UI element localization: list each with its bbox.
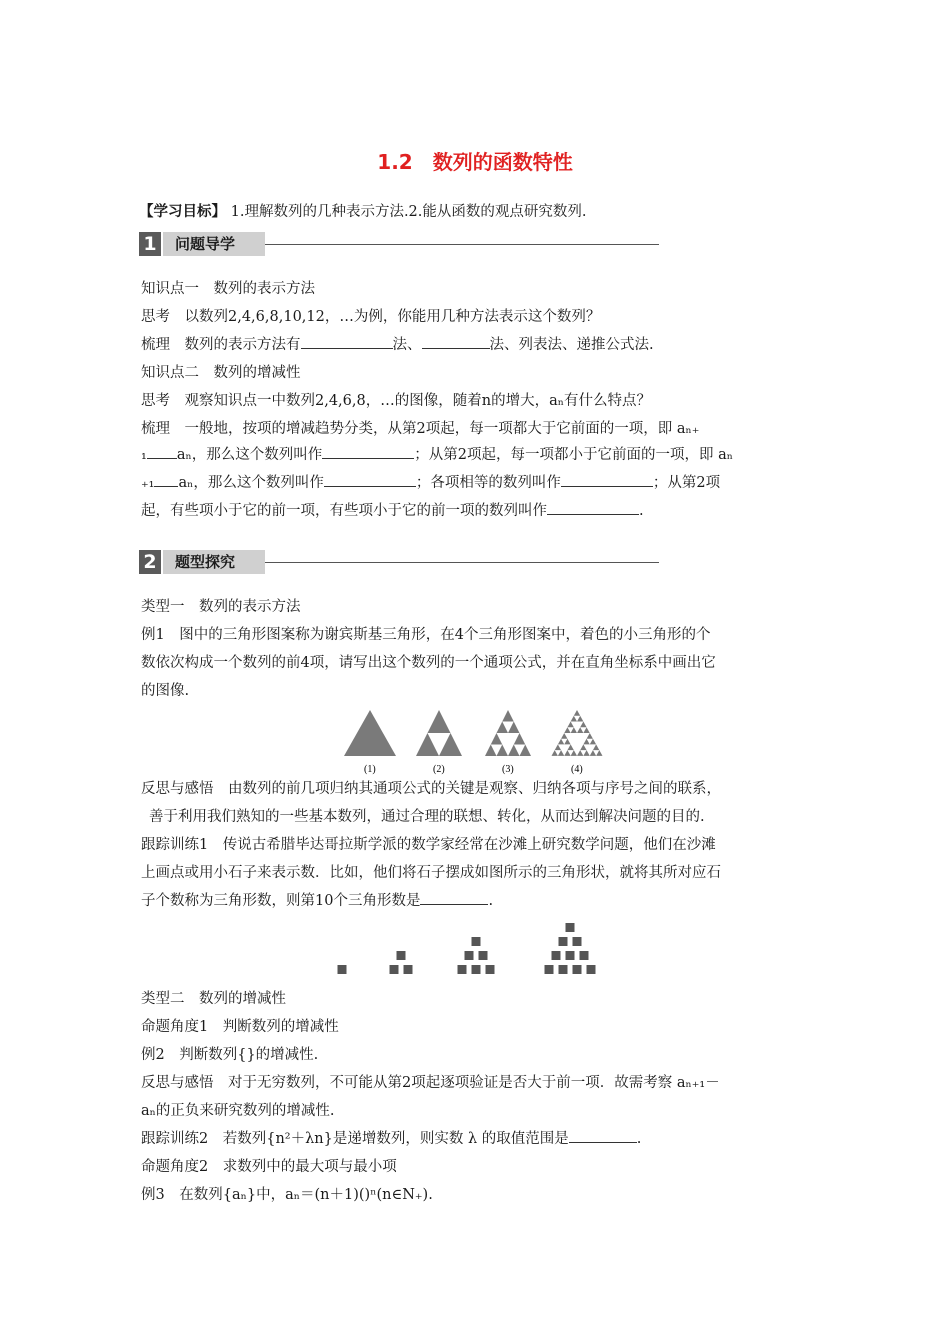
small-triangle <box>583 739 589 745</box>
small-triangle <box>555 744 561 750</box>
sort-2-line-2 <box>141 446 733 464</box>
small-triangle <box>564 727 570 733</box>
objective-text: 1.理解数列的几种表示方法.2.能从函数的观点研究数列. <box>230 204 587 220</box>
type-2-heading: 类型二 数列的增减性 <box>141 991 286 1007</box>
small-triangle <box>580 744 586 750</box>
small-triangle <box>564 739 570 745</box>
sort-1-text-c: 法、列表法、递推公式法. <box>489 337 654 353</box>
figure-caption-2: (2) <box>433 764 445 775</box>
stone <box>545 965 554 974</box>
small-triangle <box>571 716 577 722</box>
example-2: 例2 判断数列{}的增减性. <box>141 1047 319 1063</box>
sierpinski-4 <box>552 710 603 756</box>
small-triangle <box>558 739 564 745</box>
small-triangle <box>564 750 570 756</box>
stone <box>566 951 575 960</box>
fill-blank[interactable] <box>420 892 488 905</box>
figure-caption-3: (3) <box>502 764 514 775</box>
reflection-1-line-2: 善于利用我们熟知的一些基本数列，通过合理的联想、转化，从而达到解决问题的目的. <box>149 809 705 825</box>
small-triangle <box>590 750 596 756</box>
small-triangle <box>587 733 593 739</box>
small-triangle <box>571 727 577 733</box>
sort-2-text: ；各项相等的数列叫作 <box>415 475 561 491</box>
stone <box>479 951 488 960</box>
sort-2-line-1: 梳理 一般地，按项的增减趋势分类，从第2项起，每一项都大于它前面的一项，即 aₙ₊ <box>141 421 700 437</box>
training-1-text: . <box>488 893 494 909</box>
stone <box>587 965 596 974</box>
reflection-2-line-2: aₙ的正负来研究数列的增减性. <box>141 1103 335 1119</box>
stone <box>559 937 568 946</box>
stone <box>465 951 474 960</box>
stone <box>552 951 561 960</box>
sort-2-text: ；从第2项起，每一项都小于它前面的一项，即 aₙ <box>414 447 734 463</box>
training-1-text: 子个数称为三角形数，则第10个三角形数是 <box>141 893 421 909</box>
angle-1-heading: 命题角度1 判断数列的增减性 <box>141 1019 339 1035</box>
small-triangle <box>571 750 577 756</box>
sierpinski-1 <box>344 710 396 756</box>
example-1-line-3: 的图像. <box>141 683 190 699</box>
fill-blank[interactable] <box>154 474 178 487</box>
stone <box>573 937 582 946</box>
fill-blank[interactable] <box>324 474 416 487</box>
think-1: 思考 以数列2,4,6,8,10,12，…为例，你能用几种方法表示这个数列？ <box>141 309 601 325</box>
sort-1-text-b: 法、 <box>392 337 422 353</box>
sort-2-line-3 <box>141 474 720 492</box>
section-label: 问题导学 <box>163 232 265 256</box>
small-triangle <box>561 733 567 739</box>
example-1-line-2: 数依次构成一个数列的前4项，请写出这个数列的一个通项公式，并在直角坐标系中画出它 <box>141 655 716 671</box>
small-triangle <box>580 721 586 727</box>
sierpinski-2 <box>416 710 462 756</box>
stone <box>458 965 467 974</box>
small-triangle <box>577 750 583 756</box>
sort-2-text: ；从第2项 <box>652 475 721 491</box>
figure-caption-1: (1) <box>364 764 376 775</box>
section-label: 题型探究 <box>163 550 265 574</box>
fill-blank[interactable] <box>561 474 653 487</box>
fill-blank[interactable] <box>301 336 393 349</box>
small-triangle <box>593 744 599 750</box>
stone <box>404 965 413 974</box>
training-1-line-1: 跟踪训练1 传说古希腊毕达哥拉斯学派的数学家经常在沙滩上研究数学问题，他们在沙滩 <box>141 837 716 853</box>
sort-1-text-a: 梳理 数列的表示方法有 <box>141 337 301 353</box>
stone <box>573 965 582 974</box>
stone <box>338 965 347 974</box>
small-triangle <box>596 750 602 756</box>
training-1-line-2: 上画点或用小石子来表示数．比如，他们将石子摆成如图所示的三角形状，就将其所对应石 <box>141 865 721 881</box>
sort-2-sub: ₁ <box>141 447 147 463</box>
sort-2-sub: ₊₁ <box>141 475 155 491</box>
fill-blank[interactable] <box>569 1130 637 1143</box>
stone <box>486 965 495 974</box>
think-2: 思考 观察知识点一中数列2,4,6,8，…的图像，随着n的增大，aₙ有什么特点？ <box>141 393 651 409</box>
stone <box>397 951 406 960</box>
small-triangle <box>590 739 596 745</box>
sort-2-text: aₙ，那么这个数列叫作 <box>178 475 324 491</box>
small-triangle <box>567 721 573 727</box>
small-triangle <box>577 716 583 722</box>
example-1-line-1: 例1 图中的三角形图案称为谢宾斯基三角形，在4个三角形图案中，着色的小三角形的个 <box>141 627 711 643</box>
page-title: 1.2 数列的函数特性 <box>377 150 573 174</box>
small-triangle <box>583 727 589 733</box>
section-divider <box>265 244 659 245</box>
sort-2-text: aₙ，那么这个数列叫作 <box>176 447 323 463</box>
stone <box>580 951 589 960</box>
stone <box>566 923 575 932</box>
fill-blank[interactable] <box>547 502 639 515</box>
section-number: 1 <box>139 232 161 256</box>
example-3: 例3 在数列{aₙ}中，aₙ＝(n＋1)()ⁿ(n∈N₊). <box>141 1187 433 1203</box>
stone <box>472 965 481 974</box>
reflection-2-line-1: 反思与感悟 对于无穷数列，不可能从第2项起逐项验证是否大于前一项．故需考察 aₙ₊₁－ <box>141 1075 720 1091</box>
small-triangle <box>583 750 589 756</box>
section-number: 2 <box>139 550 161 574</box>
triangular-numbers-figure <box>330 920 620 982</box>
sierpinski-triangles-figure <box>336 706 616 776</box>
training-2-text: 跟踪训练2 若数列{n²＋λn}是递增数列，则实数 λ 的取值范围是 <box>141 1131 569 1147</box>
fill-blank[interactable] <box>322 446 414 459</box>
type-1-heading: 类型一 数列的表示方法 <box>141 599 301 615</box>
training-2 <box>141 1130 641 1148</box>
fill-blank[interactable] <box>147 446 177 459</box>
sort-2-text: . <box>639 503 644 519</box>
training-2-text: . <box>636 1131 642 1147</box>
sort-2-text: 起，有些项小于它的前一项，有些项小于它的前一项的数列叫作 <box>141 503 547 519</box>
stone <box>472 937 481 946</box>
stone <box>559 965 568 974</box>
fill-blank[interactable] <box>422 336 490 349</box>
small-triangle <box>552 750 558 756</box>
small-triangle <box>577 727 583 733</box>
small-triangle <box>567 744 573 750</box>
figure-caption-4: (4) <box>571 764 583 775</box>
objective-label: 【学习目标】 <box>139 203 226 220</box>
reflection-1-line-1: 反思与感悟 由数列的前几项归纳其通项公式的关键是观察、归纳各项与序号之间的联系， <box>141 781 721 797</box>
knowledge-point-2: 知识点二 数列的增减性 <box>141 365 301 381</box>
sierpinski-3 <box>485 710 531 756</box>
stone <box>390 965 399 974</box>
knowledge-point-1: 知识点一 数列的表示方法 <box>141 281 315 297</box>
sort-1 <box>141 336 654 354</box>
section-divider <box>265 562 659 563</box>
angle-2-heading: 命题角度2 求数列中的最大项与最小项 <box>141 1159 397 1175</box>
small-triangle <box>558 750 564 756</box>
sort-2-line-4 <box>141 502 644 520</box>
learning-objective <box>139 203 587 221</box>
small-triangle <box>574 710 580 716</box>
training-1-line-3 <box>141 892 493 910</box>
